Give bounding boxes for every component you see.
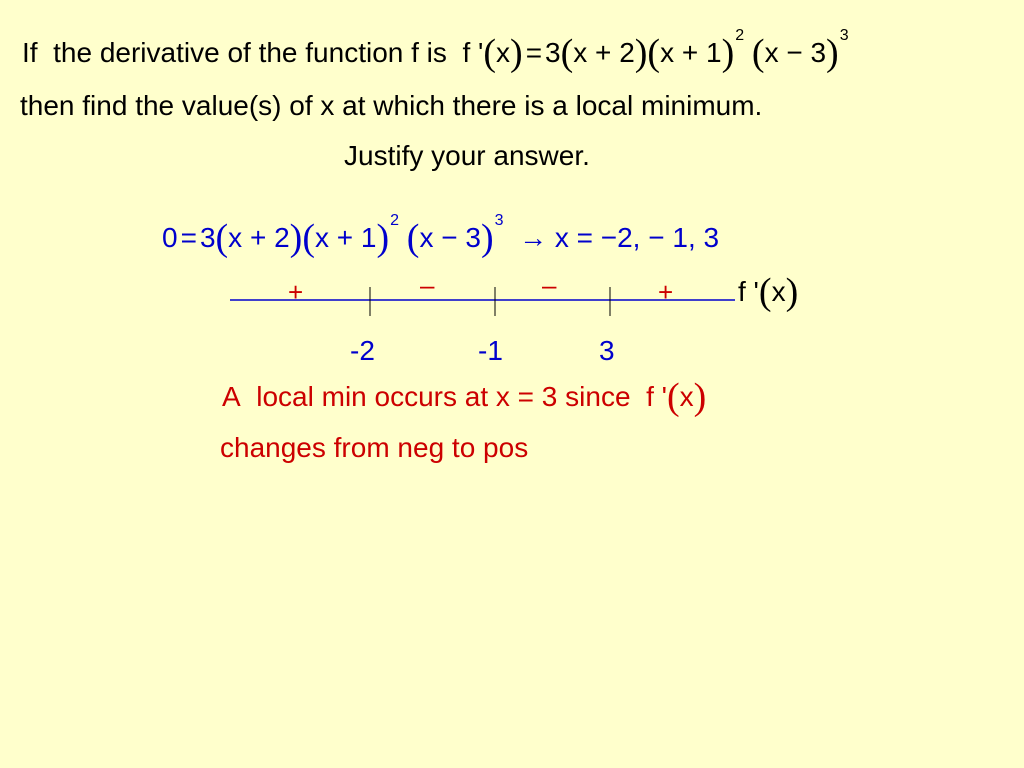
tick-label-neg2: -2	[350, 335, 375, 366]
conclusion-line-2: changes from neg to pos	[220, 432, 529, 463]
problem-term-3-exponent: 3	[839, 27, 849, 44]
conclusion-line-1: A local min occurs at x = 3 since f '(x)	[222, 376, 707, 418]
solution-term-2-exponent: 2	[390, 212, 400, 229]
solution-zero: 0	[162, 222, 178, 253]
conclusion-prefix: A	[222, 381, 241, 412]
problem-fprime: f '	[462, 37, 484, 68]
problem-line-2: then find the value(s) of x at which there is a local minimum.	[20, 90, 763, 121]
solution-arrow: →	[519, 222, 548, 253]
problem-term-2: x + 1	[660, 37, 722, 68]
conclusion-fprime: f '	[646, 381, 667, 412]
problem-text: the derivative of the function f is	[53, 37, 447, 68]
solution-result: x = −2, − 1, 3	[554, 222, 720, 253]
solution-equation: $0 = 3(x + 2)(x + 1)^2$ $(x - 3)^3 \to x = -2$, − 1, 3	[162, 212, 720, 259]
problem-term-2-exponent: 2	[735, 27, 745, 44]
sign-interval-2: –	[420, 270, 435, 300]
fprime-x: x	[771, 276, 786, 307]
problem-term-3: x − 3	[764, 37, 827, 68]
sign-interval-3: –	[542, 270, 557, 300]
sign-interval-1: +	[288, 277, 304, 307]
problem-coef: 3	[545, 37, 561, 68]
conclusion-x: x	[679, 381, 694, 412]
conclusion-text: local min occurs at x = 3 since	[256, 381, 631, 412]
solution-eq: =	[180, 222, 197, 253]
problem-prefix: If	[22, 37, 38, 68]
problem-x: x	[496, 37, 511, 68]
solution-term-1: x + 2	[228, 222, 290, 253]
problem-line-1: If the derivative of the function f is f '$(x) = 3(x + 2)(x + 1)^2$ $(x - 3)^3$	[22, 27, 849, 74]
solution-term-2: x + 1	[314, 222, 377, 253]
solution-coef: 3	[199, 222, 216, 253]
sign-interval-4: +	[658, 277, 674, 307]
solution-term-3: x − 3	[419, 222, 481, 253]
fprime-label: f '	[738, 276, 759, 307]
tick-label-3: 3	[599, 335, 615, 366]
problem-line-3: Justify your answer.	[344, 140, 590, 171]
tick-label-neg1: -1	[478, 335, 503, 366]
solution-term-3-exponent: 3	[494, 212, 504, 229]
number-line-label: f '(x)	[738, 271, 799, 313]
problem-term-1: x + 2	[573, 37, 635, 68]
problem-eq: =	[525, 37, 543, 68]
